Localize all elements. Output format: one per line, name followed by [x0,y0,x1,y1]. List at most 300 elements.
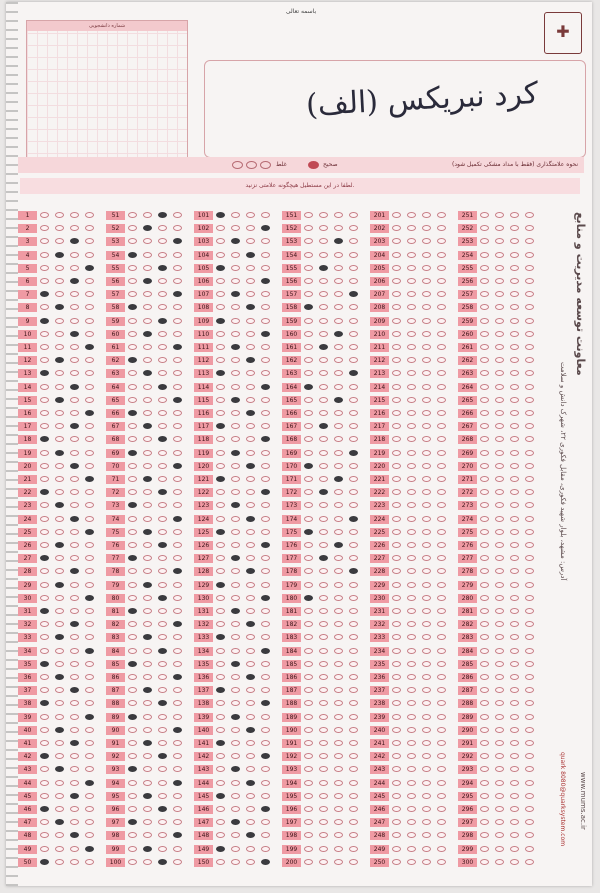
answer-bubble[interactable] [510,252,519,258]
answer-bubble[interactable] [231,344,240,350]
answer-bubble[interactable] [480,687,489,693]
answer-bubble[interactable] [261,463,270,469]
answer-bubble[interactable] [525,516,534,522]
answer-bubble[interactable] [158,225,167,231]
answer-bubble[interactable] [261,753,270,759]
answer-bubble[interactable] [349,463,358,469]
answer-bubble[interactable] [173,859,182,865]
answer-bubble[interactable] [231,582,240,588]
answer-bubble[interactable] [334,846,343,852]
answer-bubble[interactable] [349,344,358,350]
answer-bubble[interactable] [407,859,416,865]
answer-bubble[interactable] [231,304,240,310]
answer-bubble[interactable] [70,846,79,852]
answer-bubble[interactable] [304,727,313,733]
answer-bubble[interactable] [525,502,534,508]
answer-bubble[interactable] [231,806,240,812]
answer-bubble[interactable] [128,384,137,390]
answer-bubble[interactable] [173,529,182,535]
answer-bubble[interactable] [480,225,489,231]
answer-bubble[interactable] [349,766,358,772]
answer-bubble[interactable] [173,265,182,271]
answer-bubble[interactable] [480,410,489,416]
answer-bubble[interactable] [392,766,401,772]
answer-bubble[interactable] [480,700,489,706]
answer-bubble[interactable] [261,410,270,416]
answer-bubble[interactable] [246,450,255,456]
answer-bubble[interactable] [55,304,64,310]
answer-bubble[interactable] [510,568,519,574]
answer-bubble[interactable] [525,212,534,218]
answer-bubble[interactable] [304,450,313,456]
answer-bubble[interactable] [334,859,343,865]
answer-bubble[interactable] [437,621,446,627]
answer-bubble[interactable] [143,436,152,442]
answer-bubble[interactable] [246,278,255,284]
answer-bubble[interactable] [85,450,94,456]
answer-bubble[interactable] [128,727,137,733]
answer-bubble[interactable] [349,634,358,640]
answer-bubble[interactable] [70,304,79,310]
answer-bubble[interactable] [128,476,137,482]
answer-bubble[interactable] [216,291,225,297]
answer-bubble[interactable] [422,252,431,258]
answer-bubble[interactable] [392,819,401,825]
answer-bubble[interactable] [128,634,137,640]
answer-bubble[interactable] [143,634,152,640]
answer-bubble[interactable] [392,291,401,297]
answer-bubble[interactable] [216,423,225,429]
answer-bubble[interactable] [349,423,358,429]
answer-bubble[interactable] [525,331,534,337]
answer-bubble[interactable] [261,555,270,561]
answer-bubble[interactable] [334,238,343,244]
answer-bubble[interactable] [85,516,94,522]
answer-bubble[interactable] [495,832,504,838]
answer-bubble[interactable] [422,502,431,508]
answer-bubble[interactable] [422,674,431,680]
answer-bubble[interactable] [143,410,152,416]
answer-bubble[interactable] [143,238,152,244]
answer-bubble[interactable] [437,634,446,640]
answer-bubble[interactable] [304,648,313,654]
answer-bubble[interactable] [480,423,489,429]
answer-bubble[interactable] [143,714,152,720]
answer-bubble[interactable] [495,687,504,693]
answer-bubble[interactable] [128,318,137,324]
answer-bubble[interactable] [55,252,64,258]
answer-bubble[interactable] [495,740,504,746]
answer-bubble[interactable] [480,727,489,733]
answer-bubble[interactable] [261,516,270,522]
answer-bubble[interactable] [319,436,328,442]
answer-bubble[interactable] [261,318,270,324]
answer-bubble[interactable] [480,516,489,522]
answer-bubble[interactable] [85,780,94,786]
answer-bubble[interactable] [407,304,416,310]
answer-bubble[interactable] [349,780,358,786]
answer-bubble[interactable] [231,331,240,337]
answer-bubble[interactable] [319,463,328,469]
answer-bubble[interactable] [525,727,534,733]
answer-bubble[interactable] [143,265,152,271]
answer-bubble[interactable] [173,846,182,852]
answer-bubble[interactable] [158,397,167,403]
answer-bubble[interactable] [85,806,94,812]
answer-bubble[interactable] [216,568,225,574]
answer-bubble[interactable] [246,674,255,680]
answer-bubble[interactable] [246,634,255,640]
answer-bubble[interactable] [334,806,343,812]
answer-bubble[interactable] [349,476,358,482]
answer-bubble[interactable] [246,832,255,838]
answer-bubble[interactable] [422,542,431,548]
answer-bubble[interactable] [334,318,343,324]
answer-bubble[interactable] [422,529,431,535]
answer-bubble[interactable] [510,806,519,812]
answer-bubble[interactable] [304,436,313,442]
answer-bubble[interactable] [216,832,225,838]
answer-bubble[interactable] [143,344,152,350]
answer-bubble[interactable] [246,516,255,522]
answer-bubble[interactable] [158,634,167,640]
answer-bubble[interactable] [143,450,152,456]
answer-bubble[interactable] [334,476,343,482]
answer-bubble[interactable] [510,674,519,680]
answer-bubble[interactable] [70,384,79,390]
answer-bubble[interactable] [158,582,167,588]
answer-bubble[interactable] [40,832,49,838]
answer-bubble[interactable] [128,502,137,508]
answer-bubble[interactable] [231,793,240,799]
answer-bubble[interactable] [510,331,519,337]
answer-bubble[interactable] [246,793,255,799]
answer-bubble[interactable] [422,304,431,310]
answer-bubble[interactable] [392,516,401,522]
answer-bubble[interactable] [158,542,167,548]
answer-bubble[interactable] [480,318,489,324]
answer-bubble[interactable] [70,621,79,627]
answer-bubble[interactable] [128,463,137,469]
answer-bubble[interactable] [173,661,182,667]
answer-bubble[interactable] [304,846,313,852]
answer-bubble[interactable] [173,278,182,284]
answer-bubble[interactable] [349,819,358,825]
answer-bubble[interactable] [422,423,431,429]
answer-bubble[interactable] [392,463,401,469]
answer-bubble[interactable] [70,806,79,812]
answer-bubble[interactable] [525,476,534,482]
answer-bubble[interactable] [231,542,240,548]
answer-bubble[interactable] [143,568,152,574]
answer-bubble[interactable] [495,423,504,429]
answer-bubble[interactable] [158,714,167,720]
answer-bubble[interactable] [422,278,431,284]
answer-bubble[interactable] [319,634,328,640]
answer-bubble[interactable] [216,476,225,482]
answer-bubble[interactable] [349,846,358,852]
answer-bubble[interactable] [319,846,328,852]
answer-bubble[interactable] [334,568,343,574]
answer-bubble[interactable] [304,793,313,799]
answer-bubble[interactable] [55,357,64,363]
answer-bubble[interactable] [319,700,328,706]
answer-bubble[interactable] [510,846,519,852]
answer-bubble[interactable] [158,423,167,429]
answer-bubble[interactable] [158,384,167,390]
answer-bubble[interactable] [158,476,167,482]
answer-bubble[interactable] [70,542,79,548]
answer-bubble[interactable] [40,304,49,310]
answer-bubble[interactable] [349,304,358,310]
answer-bubble[interactable] [261,608,270,614]
answer-bubble[interactable] [246,568,255,574]
answer-bubble[interactable] [70,740,79,746]
answer-bubble[interactable] [525,529,534,535]
answer-bubble[interactable] [55,476,64,482]
answer-bubble[interactable] [334,555,343,561]
answer-bubble[interactable] [40,753,49,759]
answer-bubble[interactable] [158,595,167,601]
answer-bubble[interactable] [40,370,49,376]
answer-bubble[interactable] [85,846,94,852]
answer-bubble[interactable] [40,687,49,693]
answer-bubble[interactable] [495,450,504,456]
answer-bubble[interactable] [510,450,519,456]
answer-bubble[interactable] [437,291,446,297]
answer-bubble[interactable] [495,278,504,284]
answer-bubble[interactable] [55,832,64,838]
answer-bubble[interactable] [173,238,182,244]
answer-bubble[interactable] [70,344,79,350]
answer-bubble[interactable] [349,582,358,588]
answer-bubble[interactable] [173,225,182,231]
answer-bubble[interactable] [70,370,79,376]
answer-bubble[interactable] [510,423,519,429]
answer-bubble[interactable] [334,357,343,363]
answer-bubble[interactable] [510,436,519,442]
answer-bubble[interactable] [480,555,489,561]
answer-bubble[interactable] [261,568,270,574]
answer-bubble[interactable] [158,410,167,416]
answer-bubble[interactable] [319,384,328,390]
answer-bubble[interactable] [40,568,49,574]
answer-bubble[interactable] [349,542,358,548]
answer-bubble[interactable] [143,542,152,548]
answer-bubble[interactable] [319,212,328,218]
answer-bubble[interactable] [143,806,152,812]
answer-bubble[interactable] [525,344,534,350]
answer-bubble[interactable] [173,423,182,429]
answer-bubble[interactable] [525,357,534,363]
answer-bubble[interactable] [480,238,489,244]
answer-bubble[interactable] [407,516,416,522]
answer-bubble[interactable] [143,397,152,403]
answer-bubble[interactable] [40,423,49,429]
answer-bubble[interactable] [334,291,343,297]
answer-bubble[interactable] [495,661,504,667]
answer-bubble[interactable] [510,238,519,244]
answer-bubble[interactable] [392,423,401,429]
answer-bubble[interactable] [231,397,240,403]
answer-bubble[interactable] [143,582,152,588]
answer-bubble[interactable] [70,489,79,495]
answer-bubble[interactable] [334,727,343,733]
answer-bubble[interactable] [128,370,137,376]
answer-bubble[interactable] [495,568,504,574]
answer-bubble[interactable] [216,450,225,456]
answer-bubble[interactable] [437,661,446,667]
answer-bubble[interactable] [40,621,49,627]
answer-bubble[interactable] [231,780,240,786]
answer-bubble[interactable] [173,331,182,337]
answer-bubble[interactable] [55,331,64,337]
answer-bubble[interactable] [437,410,446,416]
answer-bubble[interactable] [349,502,358,508]
answer-bubble[interactable] [304,529,313,535]
answer-bubble[interactable] [231,859,240,865]
answer-bubble[interactable] [349,568,358,574]
answer-bubble[interactable] [510,766,519,772]
answer-bubble[interactable] [158,212,167,218]
answer-bubble[interactable] [392,304,401,310]
answer-bubble[interactable] [304,476,313,482]
answer-bubble[interactable] [231,252,240,258]
answer-bubble[interactable] [437,423,446,429]
answer-bubble[interactable] [407,489,416,495]
answer-bubble[interactable] [128,357,137,363]
answer-bubble[interactable] [495,648,504,654]
answer-bubble[interactable] [407,555,416,561]
answer-bubble[interactable] [85,542,94,548]
answer-bubble[interactable] [158,648,167,654]
answer-bubble[interactable] [349,661,358,667]
answer-bubble[interactable] [407,463,416,469]
answer-bubble[interactable] [40,648,49,654]
answer-bubble[interactable] [510,714,519,720]
answer-bubble[interactable] [246,489,255,495]
answer-bubble[interactable] [349,384,358,390]
answer-bubble[interactable] [173,621,182,627]
answer-bubble[interactable] [261,476,270,482]
answer-bubble[interactable] [480,331,489,337]
answer-bubble[interactable] [128,819,137,825]
answer-bubble[interactable] [407,582,416,588]
answer-bubble[interactable] [231,318,240,324]
answer-bubble[interactable] [525,766,534,772]
answer-bubble[interactable] [128,410,137,416]
answer-bubble[interactable] [231,555,240,561]
answer-bubble[interactable] [319,318,328,324]
answer-bubble[interactable] [70,357,79,363]
answer-bubble[interactable] [525,780,534,786]
answer-bubble[interactable] [437,806,446,812]
answer-bubble[interactable] [319,780,328,786]
answer-bubble[interactable] [173,542,182,548]
answer-bubble[interactable] [246,304,255,310]
answer-bubble[interactable] [40,278,49,284]
answer-bubble[interactable] [437,648,446,654]
answer-bubble[interactable] [319,410,328,416]
answer-bubble[interactable] [85,727,94,733]
answer-bubble[interactable] [70,291,79,297]
answer-bubble[interactable] [422,370,431,376]
answer-bubble[interactable] [437,397,446,403]
answer-bubble[interactable] [510,634,519,640]
answer-bubble[interactable] [70,700,79,706]
answer-bubble[interactable] [304,331,313,337]
answer-bubble[interactable] [480,714,489,720]
answer-bubble[interactable] [40,859,49,865]
answer-bubble[interactable] [480,634,489,640]
answer-bubble[interactable] [422,225,431,231]
answer-bubble[interactable] [55,502,64,508]
answer-bubble[interactable] [143,674,152,680]
answer-bubble[interactable] [261,806,270,812]
answer-bubble[interactable] [128,450,137,456]
answer-bubble[interactable] [407,397,416,403]
answer-bubble[interactable] [70,793,79,799]
answer-bubble[interactable] [437,212,446,218]
answer-bubble[interactable] [85,832,94,838]
answer-bubble[interactable] [231,648,240,654]
answer-bubble[interactable] [422,476,431,482]
answer-bubble[interactable] [216,436,225,442]
answer-bubble[interactable] [128,436,137,442]
answer-bubble[interactable] [319,793,328,799]
answer-bubble[interactable] [231,714,240,720]
answer-bubble[interactable] [216,766,225,772]
answer-bubble[interactable] [173,516,182,522]
answer-bubble[interactable] [422,450,431,456]
answer-bubble[interactable] [128,542,137,548]
answer-bubble[interactable] [128,846,137,852]
answer-bubble[interactable] [55,648,64,654]
answer-bubble[interactable] [55,463,64,469]
answer-bubble[interactable] [525,687,534,693]
answer-bubble[interactable] [319,476,328,482]
answer-bubble[interactable] [495,225,504,231]
answer-bubble[interactable] [40,265,49,271]
answer-bubble[interactable] [349,357,358,363]
answer-bubble[interactable] [216,225,225,231]
answer-bubble[interactable] [40,450,49,456]
answer-bubble[interactable] [173,832,182,838]
answer-bubble[interactable] [319,819,328,825]
answer-bubble[interactable] [525,397,534,403]
answer-bubble[interactable] [143,766,152,772]
answer-bubble[interactable] [216,846,225,852]
answer-bubble[interactable] [392,529,401,535]
answer-bubble[interactable] [216,555,225,561]
answer-bubble[interactable] [261,819,270,825]
answer-bubble[interactable] [525,674,534,680]
answer-bubble[interactable] [128,278,137,284]
answer-bubble[interactable] [85,384,94,390]
answer-bubble[interactable] [40,225,49,231]
answer-bubble[interactable] [480,291,489,297]
answer-bubble[interactable] [422,568,431,574]
answer-bubble[interactable] [349,278,358,284]
answer-bubble[interactable] [40,582,49,588]
answer-bubble[interactable] [304,806,313,812]
answer-bubble[interactable] [216,344,225,350]
answer-bubble[interactable] [158,700,167,706]
answer-bubble[interactable] [55,621,64,627]
answer-bubble[interactable] [525,318,534,324]
answer-bubble[interactable] [495,621,504,627]
answer-bubble[interactable] [216,529,225,535]
